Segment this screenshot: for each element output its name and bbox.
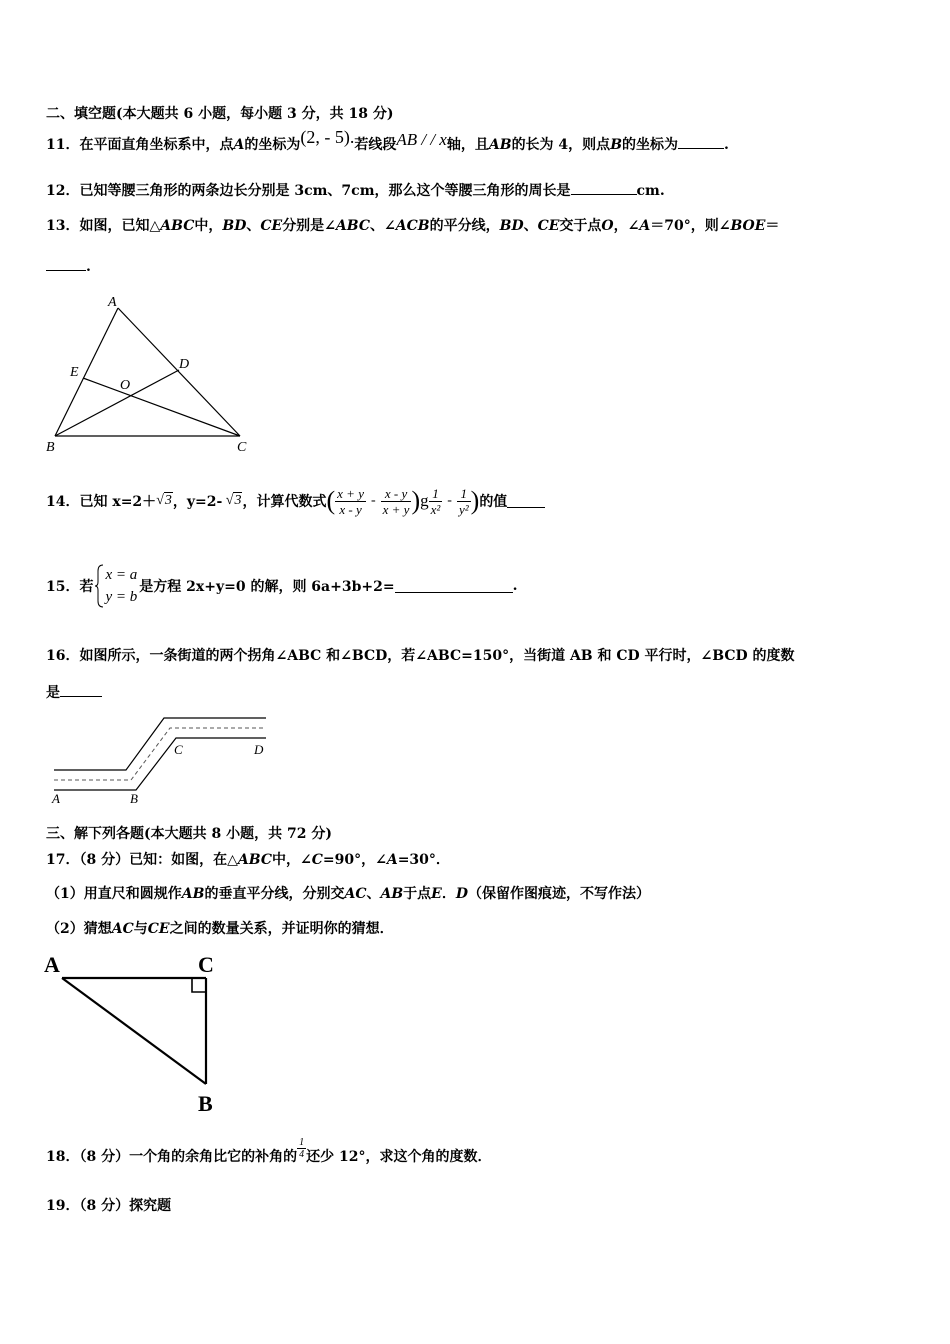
- q13-text4: 分别是∠: [282, 218, 336, 234]
- question-16-line2: [46, 682, 102, 702]
- q13-text11: ＝: [765, 218, 780, 234]
- q14-minus-2: -: [447, 493, 452, 508]
- q16-label-a: A: [52, 791, 60, 806]
- q14-radicand-1: 3: [164, 493, 172, 508]
- q13-triangle-figure: [40, 290, 260, 460]
- q14-num: 14．: [46, 494, 80, 510]
- q11-text4: 轴，且: [446, 137, 489, 153]
- q16-street-bottom-edge: [54, 738, 266, 790]
- section2-heading: 二、填空题(本大题共 6 小题，每小题 3 分，共 18 分): [46, 106, 394, 122]
- question-19: 19．（8 分）探究题: [46, 1198, 172, 1214]
- question-11: [46, 127, 729, 154]
- q13-side-ac: [118, 308, 240, 436]
- q14-text3: ，计算代数式: [242, 494, 327, 510]
- q18-fraction: $\frac{1}{4}$: [299, 1137, 305, 1160]
- q14-fraction-2: $\frac{x - y}{x + y}$: [382, 485, 410, 517]
- question-18: [46, 1132, 491, 1166]
- q13-label-e: E: [70, 365, 79, 380]
- q17-a: A: [386, 852, 398, 868]
- q11-num: 11．: [46, 137, 80, 153]
- q13-text6: 的平分线，: [429, 218, 500, 234]
- q15-system: [95, 563, 137, 609]
- q11-text5: 的长为 4，则点: [511, 137, 611, 153]
- q13-text2: 中，: [194, 218, 223, 234]
- q14-minus-1: -: [370, 493, 376, 508]
- q11-text1: 在平面直角坐标系中，点: [79, 137, 234, 153]
- q11-end: .: [724, 137, 729, 153]
- q14-paren-open: (: [326, 486, 336, 515]
- question-17: [46, 849, 450, 869]
- q13-bd2: BD: [499, 218, 524, 234]
- q12-text: 12．已知等腰三角形的两条边长分别是 3cm、7cm，那么这个等腰三角形的周长是: [46, 183, 571, 199]
- q17-c: C: [311, 852, 323, 868]
- q17-abc: ABC: [237, 852, 272, 868]
- q13-text3: 、: [246, 218, 261, 234]
- q13-o: O: [601, 218, 614, 234]
- q11-point-b: B: [610, 137, 623, 153]
- q11-text3: 若线段: [354, 137, 397, 153]
- q18-text1: 18．（8 分）一个角的余角比它的补角的: [46, 1149, 298, 1165]
- question-12: [46, 180, 665, 200]
- q13-text7: 、: [523, 218, 538, 234]
- q14-radicand-2: 3: [234, 493, 242, 508]
- q13-a: A: [639, 218, 651, 234]
- q17-right-triangle-figure: [40, 948, 230, 1118]
- q11-ab: AB: [488, 137, 512, 153]
- q13-acb: ACB: [395, 218, 430, 234]
- question-14: [46, 476, 545, 526]
- q15-num: 15．: [46, 579, 80, 595]
- q16-label-d: D: [254, 742, 264, 757]
- q13-boe: BOE: [730, 218, 766, 234]
- q17-label-c: C: [198, 952, 214, 977]
- q17-label-b: B: [198, 1091, 213, 1116]
- q14-multiply-glyph: g: [420, 491, 429, 510]
- q13-label-o: O: [120, 378, 131, 393]
- q13-text9: ，∠: [613, 218, 640, 234]
- q11-text2: 的坐标为: [244, 137, 301, 153]
- question-16-line1: 16．如图所示，一条街道的两个拐角∠ABC 和∠BCD，若∠ABC=150°，当街道 AB 和 CD 平行时，∠BCD 的度数: [46, 648, 795, 664]
- q16-street-top-edge: [54, 718, 266, 770]
- q13-text10: ＝70°，则∠: [650, 218, 731, 234]
- q13-label-d: D: [179, 357, 190, 372]
- q14-fraction-3: $\frac{1}{\text{x²}}$: [430, 485, 441, 517]
- q16-label-c: C: [174, 742, 183, 757]
- q15-answer-blank[interactable]: [395, 580, 513, 593]
- q12-answer-blank[interactable]: [571, 182, 637, 195]
- q16-answer-blank[interactable]: [60, 684, 102, 697]
- q15-equation-1: x = a: [105, 567, 138, 583]
- q14-paren-close-2: ): [470, 486, 480, 515]
- q13-label-b: B: [46, 440, 55, 455]
- section3-heading: 三、解下列各题(本大题共 8 小题，共 72 分): [46, 826, 332, 842]
- q13-segment-ce: [83, 378, 240, 436]
- q14-text2: ，y=2-: [172, 494, 223, 510]
- q14-sqrt-1: √3: [156, 493, 172, 508]
- q13-end: .: [86, 259, 91, 275]
- q17-part2: （2）猜想AC与CE之间的数量关系，并证明你的猜想．: [46, 921, 394, 937]
- q13-label-a: A: [108, 295, 117, 310]
- q13-text5: 、∠: [370, 218, 396, 234]
- q14-paren-close: ): [411, 486, 421, 515]
- q17-num: 17．（8 分）已知：如图，在△: [46, 852, 238, 868]
- q16-text2: 是: [46, 685, 60, 701]
- q12-unit: cm.: [636, 183, 665, 199]
- q13-ce2: CE: [537, 218, 560, 234]
- q11-segment: AB / / x: [396, 130, 447, 149]
- q11-text6: 的坐标为: [622, 137, 679, 153]
- q14-text4: 的值: [479, 494, 508, 510]
- q14-fraction-4: $\frac{1}{\text{y²}}$: [458, 485, 469, 517]
- q14-answer-blank[interactable]: [507, 495, 545, 508]
- question-13: [46, 215, 779, 235]
- question-15: [46, 562, 517, 610]
- q17-text3: =30°．: [397, 852, 450, 868]
- q17-side-ab: [62, 978, 206, 1084]
- q13-side-ab: [55, 308, 118, 436]
- q13-text8: 交于点: [559, 218, 602, 234]
- q13-answer-blank[interactable]: [46, 258, 86, 271]
- q16-street-figure: [46, 710, 276, 810]
- q16-label-b: B: [130, 791, 138, 806]
- q11-point-a: A: [233, 137, 245, 153]
- q13-label-c: C: [237, 440, 247, 455]
- q16-street-center-line: [54, 728, 266, 780]
- q13-text1: 如图，已知△: [79, 218, 161, 234]
- q13-abc: ABC: [160, 218, 195, 234]
- q13-num: 13．: [46, 218, 80, 234]
- q14-fraction-1: $\frac{x + y}{x - y}$: [337, 485, 364, 517]
- q18-text2: 还少 12°，求这个角的度数．: [306, 1149, 492, 1165]
- q15-end: .: [512, 578, 518, 594]
- q13-answer-line: [46, 258, 91, 275]
- q13-bd: BD: [222, 218, 247, 234]
- q17-text2: =90°，∠: [322, 852, 387, 868]
- q14-text1: 已知 x=2＋: [79, 494, 157, 510]
- q11-answer-blank[interactable]: [678, 136, 724, 149]
- q15-brace-icon: [95, 563, 105, 609]
- q11-coord: (2, - 5).: [300, 127, 355, 147]
- q15-equation-2: y = b: [105, 589, 138, 605]
- q13-ce: CE: [260, 218, 283, 234]
- q14-sqrt-2: √3: [222, 493, 242, 508]
- q17-right-angle-mark: [192, 978, 206, 992]
- q13-abc2: ABC: [335, 218, 371, 234]
- q17-label-a: A: [44, 952, 60, 977]
- q17-text1: 中，∠: [271, 852, 312, 868]
- q15-text2: 是方程 2x+y=0 的解，则 6a+3b+2=: [139, 579, 395, 595]
- q15-text1: 若: [79, 579, 94, 595]
- q17-part1: （1）用直尺和圆规作AB的垂直平分线，分别交AC、AB于点E．D（保留作图痕迹，不写作法）: [46, 886, 650, 902]
